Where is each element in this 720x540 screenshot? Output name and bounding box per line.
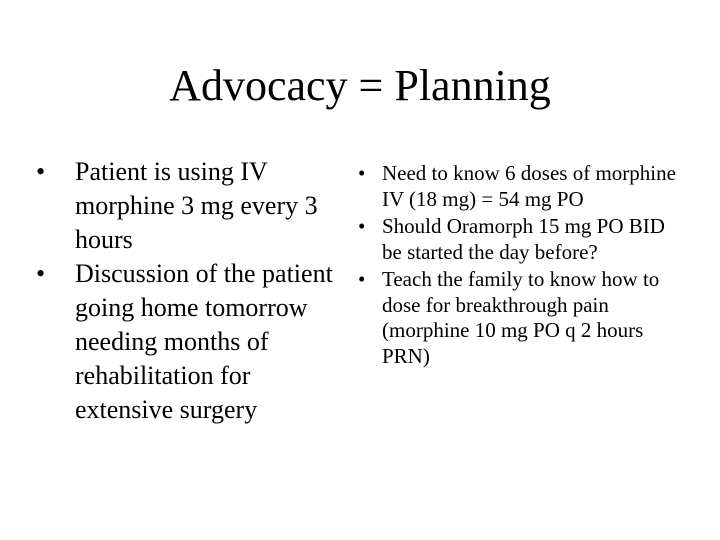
bullet-text: Patient is using IV morphine 3 mg every 3 hours bbox=[75, 157, 318, 254]
left-bullet-item bbox=[36, 257, 336, 427]
bullet-text: Teach the family to know how to dose for breakthrough pain (morphine 10 mg PO q 2 hours PRN) bbox=[382, 267, 660, 368]
bullet-icon: • bbox=[36, 259, 46, 288]
bullet-text: Should Oramorph 15 mg PO BID be started the day before? bbox=[382, 214, 665, 264]
bullet-icon: • bbox=[358, 267, 366, 291]
right-bullet-item bbox=[358, 161, 688, 212]
right-bullet-item bbox=[358, 267, 688, 369]
slide-title: Advocacy = Planning bbox=[169, 61, 551, 110]
bullet-icon: • bbox=[36, 157, 46, 186]
bullet-icon: • bbox=[358, 214, 366, 238]
right-bullet-list bbox=[358, 161, 688, 371]
bullet-text: Need to know 6 doses of morphine IV (18 mg) = 54 mg PO bbox=[382, 161, 676, 211]
right-bullet-item bbox=[358, 214, 688, 265]
left-bullet-item bbox=[36, 155, 336, 257]
bullet-icon: • bbox=[358, 161, 366, 185]
bullet-text: Discussion of the patient going home tomorrow needing months of rehabilitation for extensive surgery bbox=[75, 259, 333, 424]
left-bullet-list bbox=[36, 155, 336, 427]
